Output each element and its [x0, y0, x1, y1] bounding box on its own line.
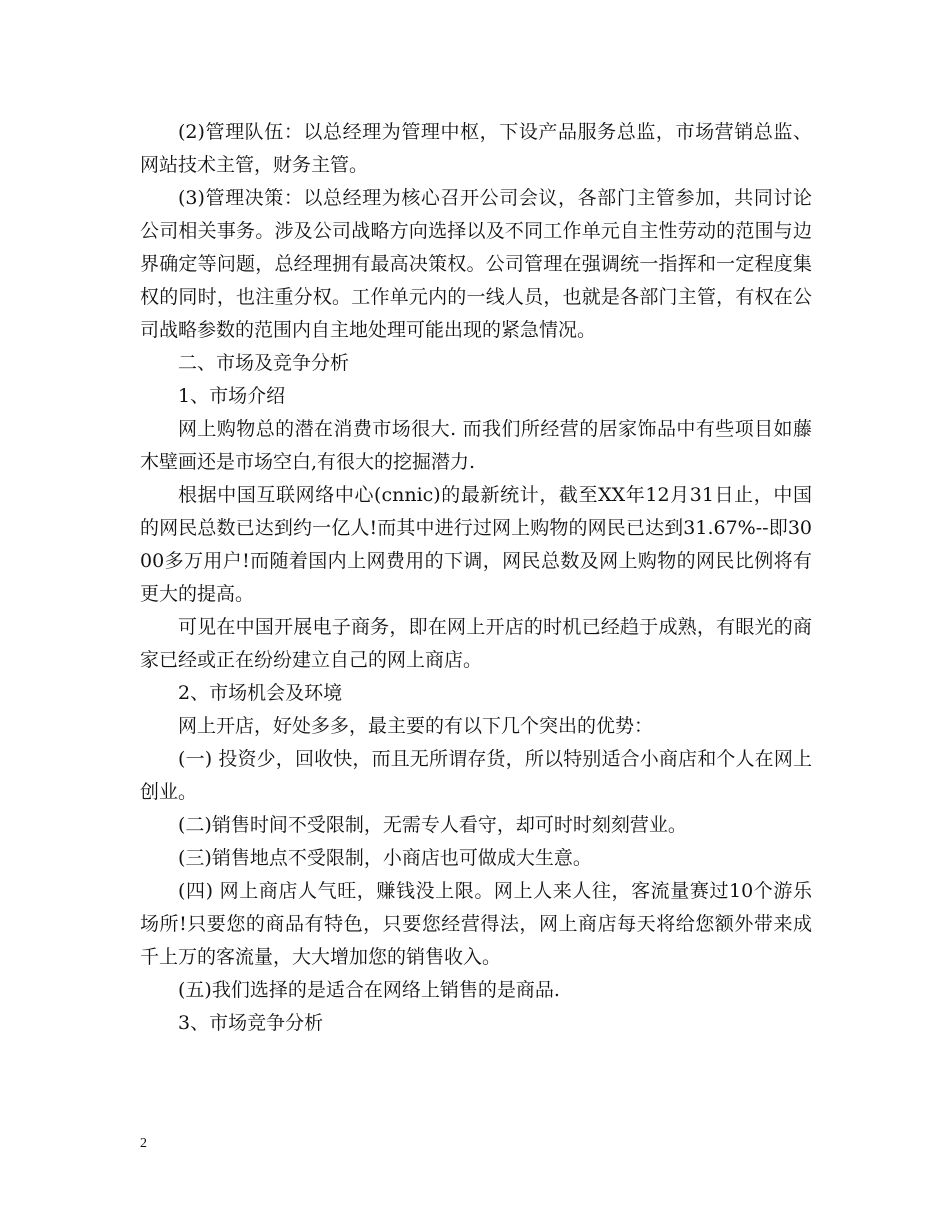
list-item-advantage-2: (二)销售时间不受限制，无需专人看守，却可时时刻刻营业。	[178, 814, 687, 836]
paragraph-advantages-intro: 网上开店，好处多多，最主要的有以下几个突出的优势：	[178, 715, 654, 737]
document-body	[140, 116, 812, 1040]
subheading-competition-analysis: 3、市场竞争分析	[178, 1012, 324, 1034]
list-item-advantage-4: (四) 网上商店人气旺，赚钱没上限。网上人来人往，客流量赛过10个游乐场所!只要您的商品有特色，只要您经营得法，网上商店每天将给您额外带来成千上万的客流量，大大增加您的销售收入。	[140, 880, 812, 968]
paragraph-cnnic-statistics: 根据中国互联网络中心(cnnic)的最新统计，截至XX年12月31日止，中国的网民总数已达到约一亿人!而其中进行过网上购物的网民已达到31.67%--即3000多万用户!而随着国内上网费用的下调，网民总数及网上购物的网民比例将有更大的提高。	[140, 484, 812, 605]
paragraph-management-team: (2)管理队伍：以总经理为管理中枢，下设产品服务总监，市场营销总监、网站技术主管，财务主管。	[140, 121, 812, 176]
subheading-market-intro: 1、市场介绍	[178, 385, 286, 407]
list-item-advantage-5: (五)我们选择的是适合在网络上销售的是商品.	[178, 979, 560, 1001]
list-item-advantage-3: (三)销售地点不受限制，小商店也可做成大生意。	[178, 847, 592, 869]
paragraph-ecommerce-timing: 可见在中国开展电子商务，即在网上开店的时机已经趋于成熟，有眼光的商家已经或正在纷纷建立自己的网上商店。	[140, 616, 812, 671]
paragraph-management-decision: (3)管理决策：以总经理为核心召开公司会议，各部门主管参加，共同讨论公司相关事务。涉及公司战略方向选择以及不同工作单元自主性劳动的范围与边界确定等问题，总经理拥有最高决策权。公司管理在强调统一指挥和一定程度集权的同时，也注重分权。工作单元内的一线人员，也就是各部门主管，有权在公司战略参数的范围内自主地处理可能出现的紧急情况。	[140, 187, 812, 341]
section-heading-market-competition: 二、市场及竞争分析	[178, 352, 350, 374]
subheading-market-opportunity: 2、市场机会及环境	[178, 682, 343, 704]
paragraph-market-potential: 网上购物总的潜在消费市场很大. 而我们所经营的居家饰品中有些项目如藤木壁画还是市场空白,有很大的挖掘潜力.	[140, 418, 812, 473]
list-item-advantage-1: (一) 投资少，回收快，而且无所谓存货，所以特别适合小商店和个人在网上创业。	[140, 748, 812, 803]
page-number: 2	[140, 1136, 147, 1151]
